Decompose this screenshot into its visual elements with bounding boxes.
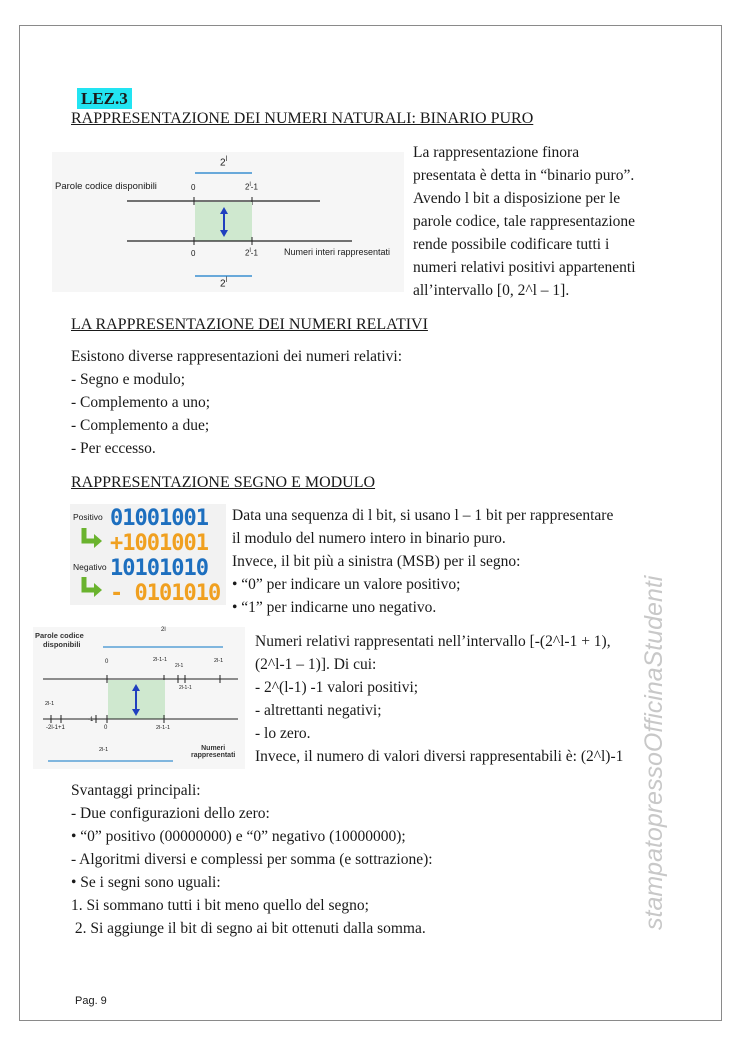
sign-magnitude-text bbox=[232, 504, 613, 619]
negative-value: - 0101010 bbox=[110, 581, 221, 606]
fig2-bottom-minus1: -1 bbox=[88, 717, 94, 723]
positive-value: +1001001 bbox=[110, 531, 208, 556]
section-heading-binario-puro: RAPPRESENTAZIONE DEI NUMERI NATURALI: BINARIO PURO bbox=[71, 110, 534, 127]
fig1-tick-max-top: 2$^l$-1 bbox=[245, 182, 258, 192]
fig2-bottom-right: 2l-1-1 bbox=[156, 725, 171, 731]
fig2-top-label: 2l bbox=[161, 627, 166, 633]
sign-magnitude-range-figure bbox=[33, 627, 245, 769]
arrow-green-icon bbox=[80, 577, 102, 597]
text-line: Invece, il bit più a sinistra (MSB) per il segno: bbox=[232, 553, 521, 570]
fig1-bottom-label: 2$^l$ bbox=[220, 277, 228, 290]
negative-bits: 10101010 bbox=[110, 556, 208, 581]
disadvantages-text bbox=[71, 779, 433, 940]
text-line: presentata è detta in “binario puro”. bbox=[413, 167, 635, 184]
text-line: 2. Si aggiunge il bit di segno ai bit ottenuti dalla somma. bbox=[71, 920, 426, 937]
fig2-bottom-label: 2l-1 bbox=[99, 747, 109, 753]
range-text bbox=[255, 630, 623, 768]
text-line: il modulo del numero intero in binario puro. bbox=[232, 530, 506, 547]
positive-label: Positivo bbox=[73, 512, 103, 522]
text-line: (2^l-1 – 1)]. Di cui: bbox=[255, 656, 377, 673]
text-line: • “0” positivo (00000000) e “0” negativo (10000000); bbox=[71, 828, 406, 845]
fig2-bottom-0: 0 bbox=[104, 725, 108, 731]
text-line: Invece, il numero di valori diversi rappresentabili è: (2^l)-1 bbox=[255, 748, 624, 765]
text-line: all’intervallo [0, 2^l – 1]. bbox=[413, 282, 570, 299]
text-line: • Se i segni sono uguali: bbox=[71, 874, 221, 891]
fig1-left-label: Parole codice disponibili bbox=[55, 181, 157, 192]
list-intro: Esistono diverse rappresentazioni dei numeri relativi: bbox=[71, 348, 402, 365]
list-item: - Per eccesso. bbox=[71, 440, 156, 457]
text-line: Svantaggi principali: bbox=[71, 782, 201, 799]
fig2-tick-d: 2l-1-1 bbox=[179, 685, 192, 691]
text-line: parole codice, tale rappresentazione bbox=[413, 213, 636, 230]
text-line: Data una sequenza di l bit, si usano l – 1 bit per rappresentare bbox=[232, 507, 614, 524]
text-line: Avendo l bit a disposizione per le bbox=[413, 190, 621, 207]
fig2-bottom-left: -2l-1+1 bbox=[46, 725, 65, 731]
watermark: stampatopressoOfficinaStudenti bbox=[640, 575, 668, 930]
positive-bits: 01001001 bbox=[110, 506, 208, 531]
list-item: - Segno e modulo; bbox=[71, 371, 186, 388]
fig1-tick-max-bottom: 2$^l$-1 bbox=[245, 248, 258, 258]
text-line: • “0” per indicare un valore positivo; bbox=[232, 576, 461, 593]
text-line: - 2^(l-1) -1 valori positivi; bbox=[255, 679, 419, 696]
text-line: - altrettanti negativi; bbox=[255, 702, 382, 719]
fig2-right-label: Numeri rappresentati bbox=[191, 745, 236, 759]
binary-pure-figure bbox=[52, 152, 404, 292]
fig2-tick-b: 2l-1 bbox=[175, 663, 184, 669]
binary-pure-text bbox=[413, 141, 636, 302]
fig2-left-label: Parole codice disponibili bbox=[35, 631, 84, 649]
text-line: La rappresentazione finora bbox=[413, 144, 580, 161]
list-item: - Complemento a uno; bbox=[71, 394, 211, 411]
sign-magnitude-bits-figure bbox=[70, 504, 226, 605]
fig2-tick-a: 2l-1-1 bbox=[153, 657, 168, 663]
lesson-tag: LEZ.3 bbox=[77, 88, 132, 109]
text-line: • “1” per indicarne uno negativo. bbox=[232, 599, 437, 616]
text-line: numeri relativi positivi appartenenti bbox=[413, 259, 636, 276]
fig2-left-small: 2l-1 bbox=[45, 701, 55, 707]
section-heading-numeri-relativi: LA RAPPRESENTAZIONE DEI NUMERI RELATIVI bbox=[71, 316, 428, 333]
text-line: 1. Si sommano tutti i bit meno quello del segno; bbox=[71, 897, 369, 914]
section-heading-segno-modulo: RAPPRESENTAZIONE SEGNO E MODULO bbox=[71, 474, 376, 491]
page-number: Pag. 9 bbox=[75, 995, 107, 1007]
fig1-tick-0-bottom: 0 bbox=[191, 249, 196, 258]
text-line: - lo zero. bbox=[255, 725, 311, 742]
fig1-tick-0-top: 0 bbox=[191, 183, 196, 192]
list-item: - Complemento a due; bbox=[71, 417, 210, 434]
arrow-green-icon bbox=[80, 528, 102, 548]
negative-label: Negativo bbox=[73, 562, 107, 572]
fig2-tick-c: 2l-1 bbox=[214, 658, 224, 664]
relative-numbers-list bbox=[71, 345, 402, 460]
text-line: rende possibile codificare tutti i bbox=[413, 236, 610, 253]
text-line: - Due configurazioni dello zero: bbox=[71, 805, 270, 822]
fig1-top-label: 2$^l$ bbox=[220, 156, 228, 169]
fig1-right-label: Numeri interi rappresentati bbox=[284, 247, 391, 257]
text-line: - Algoritmi diversi e complessi per somma (e sottrazione): bbox=[71, 851, 433, 868]
fig2-tick-0: 0 bbox=[105, 659, 109, 665]
text-line: Numeri relativi rappresentati nell’intervallo [-(2^l-1 + 1), bbox=[255, 633, 611, 650]
